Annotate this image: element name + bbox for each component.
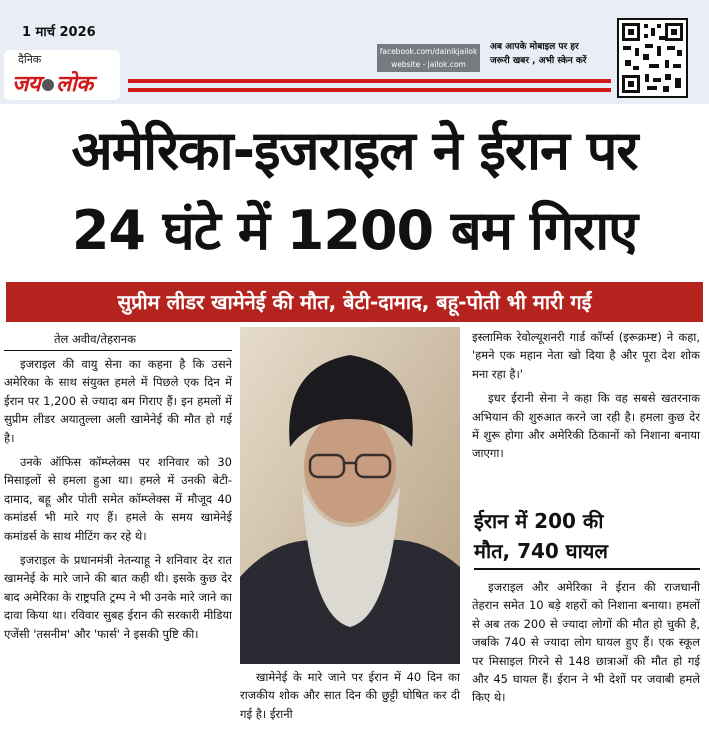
right-column-bottom [472, 578, 700, 713]
paragraph: उनके ऑफिस कॉम्प्लेक्स पर शनिवार को 30 मिसाइलों से हमला हुआ था। हमले में उनकी बेटी-दामाद, बहू और पोती समेत कॉम्प्लेक्स में मौजूद 40 कमांडर्स भी मारे गए हैं। हमले के समय खामेनेई कमांडर्स के साथ मीटिंग कर रहे थे। [4, 455, 232, 543]
headline-line-2: 24 घंटे में 1200 बम गिराए [71, 199, 638, 262]
qr-pattern [619, 20, 686, 96]
section-subheadline: ईरान में 200 की मौत, 740 घायल [474, 509, 608, 563]
right-column-top [472, 328, 700, 469]
website-link[interactable]: website - jailok.com [391, 60, 466, 69]
qr-promo-text: अब आपके मोबाइल पर हर जरूरी खबर , अभी स्केन करें [490, 42, 587, 66]
social-links-box[interactable] [377, 44, 480, 72]
khamenei-portrait-photo [240, 327, 460, 664]
edition-date: 1 मार्च 2026 [22, 25, 96, 40]
newspaper-logo[interactable] [4, 50, 120, 100]
qr-code-icon[interactable] [617, 18, 688, 98]
paragraph: इजराइल के प्रधानमंत्री नेतन्याहू ने शनिवार देर रात खामनेई के मारे जाने की बात कही थी। इसके कुछ देर बाद अमेरिका के राष्ट्रपति ट्रम्प ने भी उनके मारे जाने का दावा किया था। रविवार सुबह ईरान की सरकारी मीडिया एजेंसी 'तसनीम' और 'फार्स' ने इसकी पुष्टि की। [4, 553, 232, 641]
globe-icon [42, 79, 54, 91]
logo-tagline: दैनिक [18, 53, 42, 66]
portrait-illustration [240, 327, 460, 664]
subheadline-banner: सुप्रीम लीडर खामेनेई की मौत, बेटी-दामाद, बहू-पोती भी मारी गईं [6, 282, 703, 322]
logo-wordmark: जय लोक [12, 72, 93, 97]
dateline: तेल अवीव/तेहरानक [54, 332, 136, 346]
paragraph: इजराइल की वायु सेना का कहना है कि उसने अमेरिका के साथ संयुक्त हमले में पिछले एक दिन में ईरान पर 1,200 से ज्यादा बम गिराए हैं। इन हमलों में सुप्रीम लीडर अयातुल्ला अली खामेनेई की मौत हो गई है। [4, 357, 232, 445]
masthead-rule-top [128, 79, 611, 83]
paragraph: इधर ईरानी सेना ने कहा कि वह सबसे खतरनाक अभियान की शुरुआत करने जा रही है। हमला कुछ देर में शुरू होगा और अमेरिकी ठिकानों को निशाना बनाया जाएगा। [472, 391, 700, 461]
photo-caption: खामेनेई के मारे जाने पर ईरान में 40 दिन का राजकीय शोक और सात दिन की छुट्टी घोषित कर दी गई है। ईरानी [240, 670, 460, 721]
paragraph: इजराइल और अमेरिका ने ईरान की राजधानी तेहरान समेत 10 बड़े शहरों को निशाना बनाया। हमलों से अब तक 200 से ज्यादा लोगों की मौत हो चुकी है, जबकि 740 से ज्यादा लोग घायल हुए हैं। एक स्कूल पर मिसाइल गिरने से 148 छात्राओं की मौत हो गई और 45 घायल हैं। ईरान ने भी देशों पर जवाबी हमले किए थे। [472, 580, 700, 705]
masthead-rule-bottom [128, 88, 611, 92]
paragraph: इस्लामिक रेवोल्यूशनरी गार्ड कॉर्प्स (इरूक्रम्ष्ट) ने कहा, 'हमने एक महान नेता खो दिया है और पूरा देश शोक मना रहा है।' [472, 330, 700, 381]
section-rule [474, 568, 700, 570]
masthead [0, 0, 709, 104]
dateline-rule [4, 350, 232, 351]
left-column [4, 355, 232, 649]
headline-line-1: अमेरिका-इजराइल ने ईरान पर [71, 119, 638, 182]
facebook-link[interactable]: facebook.com/dainikjailok [379, 47, 478, 56]
